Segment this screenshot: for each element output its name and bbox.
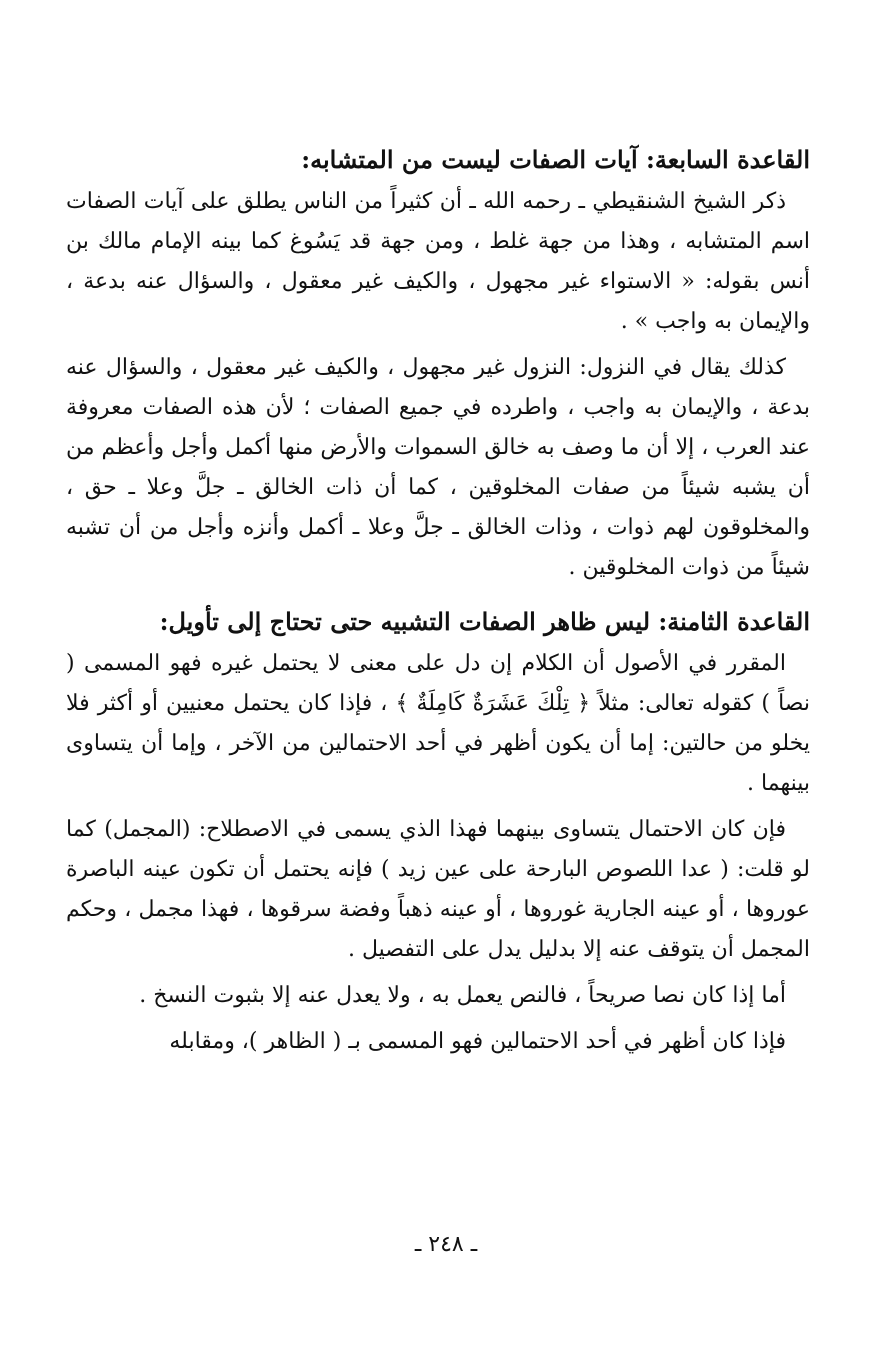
page-number: ـ ٢٤٨ ـ bbox=[414, 1232, 478, 1257]
page-body bbox=[66, 138, 810, 1062]
paragraph: ذكر الشيخ الشنقيطي ـ رحمه الله ـ أن كثيراً من الناس يطلق على آيات الصفات اسم المتشابه ، وهذا من جهة غلط ، ومن جهة قد يَسُوغ كما بينه الإمام مالك بن أنس بقوله: « الاستواء غير مجهول ، والكيف غير معقول ، والسؤال عنه بدعة ، والإيمان به واجب » . bbox=[66, 189, 810, 334]
paragraph: المقرر في الأصول أن الكلام إن دل على معنى لا يحتمل غيره فهو المسمى ( نصاً ) كقوله تعالى: مثلاً ﴿ تِلْكَ عَشَرَةٌ كَامِلَةٌ ﴾ ، فإذا كان يحتمل معنيين أو أكثر فلا يخلو من حالتين: إما أن يكون أظهر في أحد الاحتمالين من الآخر ، وإما أن يتساوى بينهما . bbox=[66, 651, 810, 796]
paragraph: أما إذا كان نصا صريحاً ، فالنص يعمل به ، ولا يعدل عنه إلا بثبوت النسخ . bbox=[139, 983, 786, 1008]
section-heading-rule-7: القاعدة السابعة: آيات الصفات ليست من المتشابه: bbox=[301, 145, 810, 174]
section-heading-rule-8: القاعدة الثامنة: ليس ظاهر الصفات التشبيه حتى تحتاج إلى تأويل: bbox=[159, 607, 810, 636]
paragraph: كذلك يقال في النزول: النزول غير مجهول ، والكيف غير معقول ، والسؤال عنه بدعة ، والإيمان به واجب ، واطرده في جميع الصفات ؛ لأن هذه الصفات معروفة عند العرب ، إلا أن ما وصف به خالق السموات والأرض منها أكمل وأجل وأعظم من أن يشبه شيئاً من صفات المخلوقين ، كما أن ذات الخالق ـ جلَّ وعلا ـ حق ، والمخلوقون لهم ذوات ، وذات الخالق ـ جلَّ وعلا ـ أكمل وأنزه وأجل من أن تشبه شيئاً من ذوات المخلوقين . bbox=[66, 355, 810, 580]
paragraph: فإن كان الاحتمال يتساوى بينهما فهذا الذي يسمى في الاصطلاح: (المجمل) كما لو قلت: ( عدا اللصوص البارحة على عين زيد ) فإنه يحتمل أن تكون عينه الباصرة عوروها ، أو عينه الجارية غوروها ، أو عينه ذهباً وفضة سرقوها ، فهذا مجمل ، وحكم المجمل أن يتوقف عنه إلا بدليل يدل على التفصيل . bbox=[66, 817, 810, 962]
paragraph: فإذا كان أظهر في أحد الاحتمالين فهو المسمى بـ ( الظاهر )، ومقابله bbox=[169, 1029, 786, 1054]
